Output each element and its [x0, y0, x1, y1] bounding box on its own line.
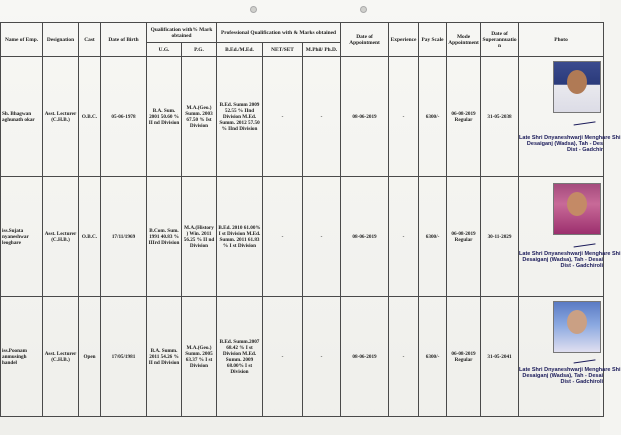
col-pg-header: P.G.: [182, 43, 217, 57]
emp-pg: M.A.(Geo.) Summ. 2005 63.37 % I st Division: [182, 297, 217, 417]
emp-dob: 17/05/1981: [101, 297, 147, 417]
face-shape: [567, 70, 587, 94]
emp-net: -: [263, 177, 303, 297]
emp-superannuation: 31-05-2041: [481, 297, 519, 417]
header-row: [1, 23, 604, 43]
emp-ug: B.A. Sum. 2001 50.60 % II nd Division: [147, 57, 182, 177]
punch-hole-mark: [360, 6, 367, 13]
face-shape: [567, 192, 587, 216]
emp-dob: 05-06-1978: [101, 57, 147, 177]
emp-pg: M.A.(Geo.) Summ. 2003 67.50 % Ist Division: [182, 57, 217, 177]
emp-experience: -: [389, 297, 419, 417]
stamp-caption: [519, 367, 621, 386]
emp-bed: B.Ed. Summ.2007 68.42 % I st Division M.Ed. Summ. 2009 68.00% I st Division: [217, 297, 263, 417]
table-row: [1, 177, 604, 297]
table-row: [1, 297, 604, 417]
stamp-line-3: Dist - Gadchir: [566, 147, 604, 154]
signature-mark: [573, 236, 596, 248]
col-qualification-header: Qualification with% Mark obtained: [147, 23, 217, 43]
emp-experience: -: [389, 57, 419, 177]
photo-cell: [519, 297, 621, 417]
employee-table: [0, 22, 621, 417]
emp-mphil: -: [303, 177, 341, 297]
col-superannuation-header: Date of Superannuation: [481, 23, 519, 57]
emp-payscale: 6300/-: [419, 297, 447, 417]
signature-mark: [573, 352, 596, 364]
col-photo-header: Photo: [519, 23, 604, 57]
col-payscale-header: Pay Scale: [419, 23, 447, 57]
col-name-header: Name of Emp.: [1, 23, 43, 57]
stamp-caption: [519, 135, 621, 154]
photo-cell: [519, 57, 621, 177]
stamp-line-3: Dist - Gadchiroli: [560, 263, 604, 270]
employee-photo: [553, 301, 601, 353]
emp-superannuation: 30-11-2029: [481, 177, 519, 297]
stamp-line-2: Desaiganj (Wadsa), Tah - Desai: [522, 257, 604, 264]
emp-payscale: 6300/-: [419, 57, 447, 177]
emp-appointment-date: 08-06-2019: [341, 177, 389, 297]
emp-bed: B.Ed. Summ 2009 52.55 % IInd Division M.Ed. Summ. 2012 57.50 % IInd Division: [217, 57, 263, 177]
col-mphil-header: M.Phil/ Ph.D.: [303, 43, 341, 57]
emp-mode: 06-08-2019 Regular: [447, 297, 481, 417]
emp-net: -: [263, 297, 303, 417]
emp-dob: 17/11/1969: [101, 177, 147, 297]
emp-name: iss.Poonam anmusingh handel: [1, 297, 43, 417]
emp-designation: Asst. Lecturer (C.H.B.): [43, 57, 79, 177]
emp-ug: B.A. Summ. 2011 54.26 % II nd Division: [147, 297, 182, 417]
emp-experience: -: [389, 177, 419, 297]
employee-photo: [553, 61, 601, 113]
col-experience-header: Experience: [389, 23, 419, 57]
stamp-line-2: Desaiganj (Wadsa), Tah - Des: [526, 141, 604, 148]
emp-appointment-date: 08-06-2019: [341, 57, 389, 177]
stamp-line-1: Late Shri Dnyaneshwarji Menghare Shi: [519, 251, 621, 257]
face-shape: [567, 310, 587, 334]
emp-designation: Asst. Lecturer (C.H.B.): [43, 297, 79, 417]
emp-cast: O.B.C.: [79, 177, 101, 297]
emp-superannuation: 31-05-2038: [481, 57, 519, 177]
punch-hole-mark: [250, 6, 257, 13]
table-row: [1, 57, 604, 177]
stamp-caption: [519, 251, 621, 270]
emp-appointment-date: 08-06-2019: [341, 297, 389, 417]
col-net-header: NET/SET: [263, 43, 303, 57]
col-professional-header: Professional Qualification with & Marks obtained: [217, 23, 341, 43]
employee-photo: [553, 183, 601, 235]
emp-mode: 06-08-2019 Regular: [447, 177, 481, 297]
stamp-line-1: Late Shri Dnyaneshwarji Menghare Shi: [519, 367, 621, 373]
stamp-line-1: Late Shri Dnyaneshwarji Menghare Shi: [519, 135, 621, 141]
emp-ug: B.Com. Sum. 1991 40.83 % IIIrd Division: [147, 177, 182, 297]
emp-bed: B.Ed. 2010 61.00% I st Division M.Ed. Summ. 2011 61.83 % I st Division: [217, 177, 263, 297]
col-cast-header: Cast: [79, 23, 101, 57]
emp-designation: Asst. Lecturer (C.H.B.): [43, 177, 79, 297]
emp-mphil: -: [303, 297, 341, 417]
col-ug-header: U.G.: [147, 43, 182, 57]
emp-cast: O.B.C.: [79, 57, 101, 177]
col-mode-header: Mode Appointment: [447, 23, 481, 57]
emp-net: -: [263, 57, 303, 177]
emp-pg: M.A.(History ) Win. 2011 56.25 % II nd Division: [182, 177, 217, 297]
emp-payscale: 6300/-: [419, 177, 447, 297]
photo-cell: [519, 177, 621, 297]
stamp-line-3: Dist - Gadchiroli: [560, 379, 604, 386]
stamp-line-2: Desaiganj (Wadsa), Tah - Desai: [522, 373, 604, 380]
emp-name: iss.Sujata nyaneshwar leoghare: [1, 177, 43, 297]
emp-mphil: -: [303, 57, 341, 177]
emp-mode: 06-08-2019 Regular: [447, 57, 481, 177]
emp-cast: Open: [79, 297, 101, 417]
emp-name: Sh. Bhagwan aghunath okar: [1, 57, 43, 177]
col-appointment-header: Date of Appointment: [341, 23, 389, 57]
col-dob-header: Date of Birth: [101, 23, 147, 57]
signature-mark: [573, 114, 596, 126]
col-designation-header: Designation: [43, 23, 79, 57]
col-bed-header: B.Ed./M.Ed.: [217, 43, 263, 57]
